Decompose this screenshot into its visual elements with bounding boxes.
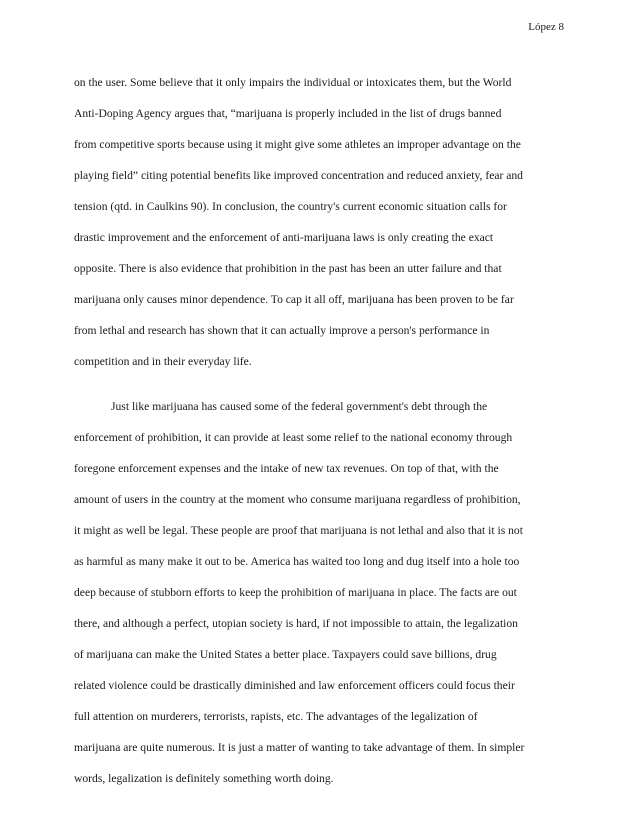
text-line: there, and although a perfect, utopian society is hard, if not impossible to attain, the legalization	[74, 617, 518, 630]
text-line: on the user. Some believe that it only impairs the individual or intoxicates them, but the World	[74, 76, 512, 89]
running-head: López 8	[528, 21, 564, 33]
text-line: marijuana only causes minor dependence. To cap it all off, marijuana has been proven to be far	[74, 293, 514, 306]
text-line: amount of users in the country at the moment who consume marijuana regardless of prohibition,	[74, 493, 521, 506]
text-line: words, legalization is definitely something worth doing.	[74, 772, 334, 785]
text-line-indented: Just like marijuana has caused some of the federal government's debt through the	[111, 400, 488, 413]
text-line: deep because of stubborn efforts to keep the prohibition of marijuana in place. The facts are out	[74, 586, 517, 599]
text-line: drastic improvement and the enforcement of anti-marijuana laws is only creating the exact	[74, 231, 494, 244]
text-line: it might as well be legal. These people are proof that marijuana is not lethal and also that it is not	[74, 524, 523, 537]
paragraph-2	[74, 391, 570, 794]
text-line: enforcement of prohibition, it can provide at least some relief to the national economy through	[74, 431, 513, 444]
text-line: marijuana are quite numerous. It is just a matter of wanting to take advantage of them. In simpler	[74, 741, 525, 754]
text-line: opposite. There is also evidence that prohibition in the past has been an utter failure and that	[74, 262, 502, 275]
paragraph-1	[74, 67, 570, 377]
text-line: Anti-Doping Agency argues that, “marijuana is properly included in the list of drugs banned	[74, 107, 502, 120]
text-line: tension (qtd. in Caulkins 90). In conclusion, the country's current economic situation calls for	[74, 200, 507, 213]
text-line: from lethal and research has shown that it can actually improve a person's performance in	[74, 324, 490, 337]
text-line: competition and in their everyday life.	[74, 355, 252, 368]
text-line: of marijuana can make the United States a better place. Taxpayers could save billions, drug	[74, 648, 497, 661]
paragraph-gap	[74, 377, 570, 391]
text-line: from competitive sports because using it might give some athletes an improper advantage on the	[74, 138, 521, 151]
body-text	[74, 67, 570, 794]
text-line: related violence could be drastically diminished and law enforcement officers could focus their	[74, 679, 515, 692]
text-line: foregone enforcement expenses and the intake of new tax revenues. On top of that, with the	[74, 462, 499, 475]
text-line: playing field” citing potential benefits like improved concentration and reduced anxiety, fear and	[74, 169, 523, 182]
text-line: full attention on murderers, terrorists, rapists, etc. The advantages of the legalization of	[74, 710, 478, 723]
text-line: as harmful as many make it out to be. America has waited too long and dug itself into a hole too	[74, 555, 520, 568]
